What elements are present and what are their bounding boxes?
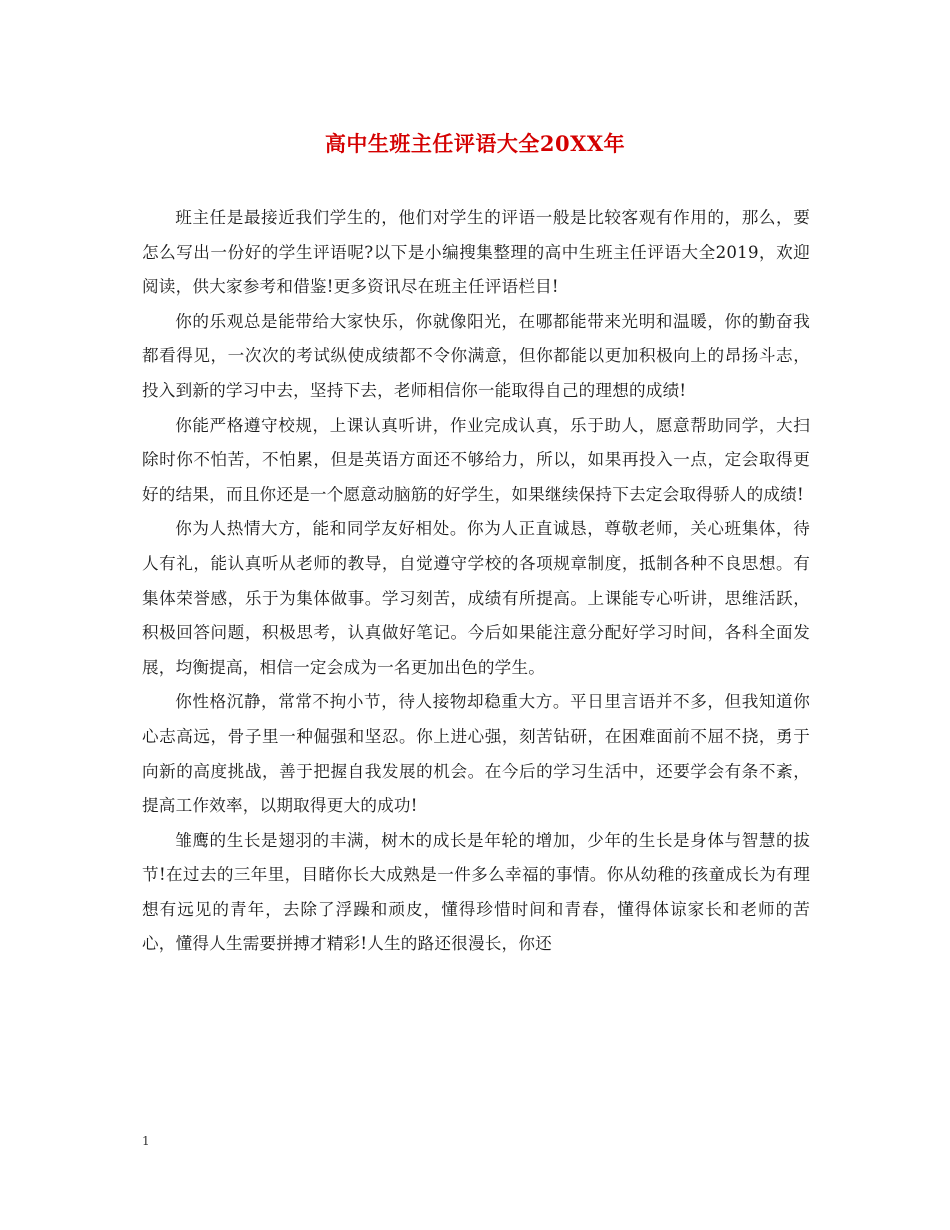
paragraph-comment-5: 雏鹰的生长是翅羽的丰满，树木的成长是年轮的增加，少年的生长是身体与智慧的拔节!在过去的三年里，目睹你长大成熟是一件多么幸福的事情。你从幼稚的孩童成长为有理想有远见的青年，去除了浮躁和顽皮，懂得珍惜时间和青春，懂得体谅家长和老师的苦心，懂得人生需要拼搏才精彩!人生的路还很漫长，你还 xyxy=(142,830,810,954)
document-body xyxy=(142,201,810,962)
paragraph-comment-1: 你的乐观总是能带给大家快乐，你就像阳光，在哪都能带来光明和温暖，你的勤奋我都看得见，一次次的考试纵使成绩都不令你满意，但你都能以更加积极向上的昂扬斗志，投入到新的学习中去，坚持下去，老师相信你一能取得自己的理想的成绩! xyxy=(142,311,810,400)
document-title: 高中生班主任评语大全20XX年 xyxy=(324,131,626,156)
paragraph-comment-4: 你性格沉静，常常不拘小节，待人接物却稳重大方。平日里言语并不多，但我知道你心志高远，骨子里一种倔强和坚忍。你上进心强，刻苦钻研，在困难面前不屈不挠，勇于向新的高度挑战，善于把握自我发展的机会。在今后的学习生活中，还要学会有条不紊，提高工作效率，以期取得更大的成功! xyxy=(142,692,810,816)
paragraph-comment-3: 你为人热情大方，能和同学友好相处。你为人正直诚恳，尊敬老师，关心班集体，待人有礼，能认真听从老师的教导，自觉遵守学校的各项规章制度，抵制各种不良思想。有集体荣誉感，乐于为集体做事。学习刻苦，成绩有所提高。上课能专心听讲，思维活跃，积极回答问题，积极思考，认真做好笔记。今后如果能注意分配好学习时间，各科全面发展，均衡提高，相信一定会成为一名更加出色的学生。 xyxy=(142,519,810,677)
paragraph-intro: 班主任是最接近我们学生的，他们对学生的评语一般是比较客观有作用的，那么，要怎么写出一份好的学生评语呢?以下是小编搜集整理的高中生班主任评语大全2019，欢迎阅读，供大家参考和借鉴!更多资讯尽在班主任评语栏目! xyxy=(142,208,810,297)
page-number: 1 xyxy=(142,1134,150,1148)
paragraph-comment-2: 你能严格遵守校规，上课认真听讲，作业完成认真，乐于助人，愿意帮助同学，大扫除时你不怕苦，不怕累，但是英语方面还不够给力，所以，如果再投入一点，定会取得更好的结果，而且你还是一个愿意动脑筋的好学生，如果继续保持下去定会取得骄人的成绩! xyxy=(142,415,810,504)
